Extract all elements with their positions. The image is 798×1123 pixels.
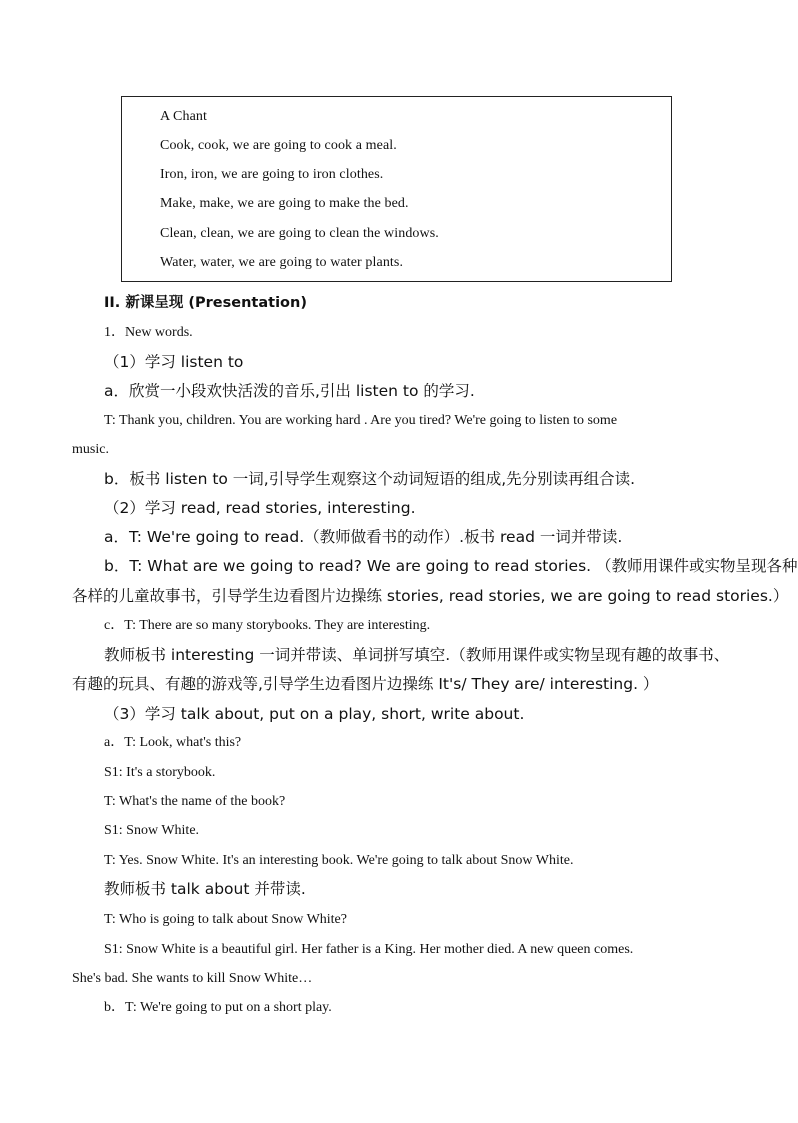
paragraph: b．T: We're going to put on a short play. <box>104 1000 332 1015</box>
paragraph: a．欣赏一小段欢快活泼的音乐,引出 listen to 的学习. <box>104 382 475 400</box>
paragraph: 教师板书 talk about 并带读. <box>104 880 306 898</box>
paragraph: T: Thank you, children. You are working hard . Are you tired? We're going to listen to some <box>104 413 618 428</box>
paragraph: S1: Snow White is a beautiful girl. Her father is a King. Her mother died. A new queen comes. <box>104 942 634 957</box>
chant-line: Water, water, we are going to water plants. <box>160 255 404 270</box>
paragraph: T: Who is going to talk about Snow White? <box>104 912 347 927</box>
paragraph: 教师板书 interesting 一词并带读、单词拼写填空.（教师用课件或实物呈现有趣的故事书、 <box>104 646 730 664</box>
paragraph: （3）学习 talk about, put on a play, short, write about. <box>104 705 525 723</box>
paragraph: a．T: Look, what's this? <box>104 735 242 750</box>
paragraph: （1）学习 listen to <box>104 353 244 371</box>
paragraph: S1: Snow White. <box>104 823 200 838</box>
paragraph: music. <box>72 442 109 457</box>
paragraph: 各样的儿童故事书，引导学生边看图片边操练 stories, read stories, we are going to read stories.） <box>72 587 789 605</box>
paragraph: She's bad. She wants to kill Snow White… <box>72 971 313 986</box>
paragraph: （2）学习 read, read stories, interesting. <box>104 499 416 517</box>
paragraph: b．板书 listen to 一词,引导学生观察这个动词短语的组成,先分别读再组合读. <box>104 470 636 488</box>
chant-line: Iron, iron, we are going to iron clothes. <box>160 167 384 182</box>
paragraph: b．T: What are we going to read? We are going to read stories. （教师用课件或实物呈现各种 <box>104 557 798 575</box>
paragraph: S1: It's a storybook. <box>104 765 216 780</box>
chant-line: Make, make, we are going to make the bed. <box>160 196 409 211</box>
paragraph: T: Yes. Snow White. It's an interesting book. We're going to talk about Snow White. <box>104 853 574 868</box>
paragraph: T: What's the name of the book? <box>104 794 286 809</box>
section-heading: II. 新课呈现 (Presentation) <box>104 295 307 311</box>
chant-line: Clean, clean, we are going to clean the windows. <box>160 226 439 241</box>
paragraph: c．T: There are so many storybooks. They are interesting. <box>104 618 431 633</box>
paragraph: a．T: We're going to read.（教师做看书的动作）.板书 read 一词并带读. <box>104 528 623 546</box>
chant-box <box>121 96 672 282</box>
chant-line: Cook, cook, we are going to cook a meal. <box>160 138 397 153</box>
paragraph: 1．New words. <box>104 325 193 340</box>
chant-title: A Chant <box>160 109 207 124</box>
paragraph: 有趣的玩具、有趣的游戏等,引导学生边看图片边操练 It's/ They are/ interesting. ） <box>72 675 659 693</box>
